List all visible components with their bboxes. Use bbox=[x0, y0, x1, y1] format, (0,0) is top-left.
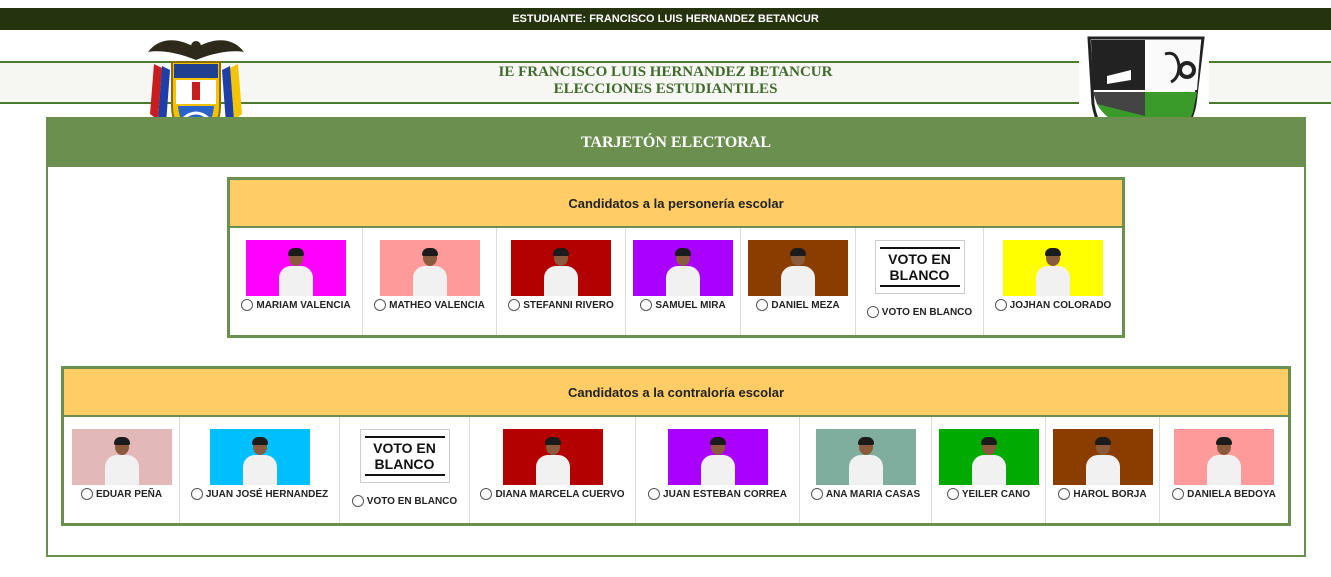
blank-vote-card bbox=[875, 240, 965, 294]
candidate-option[interactable] bbox=[497, 228, 626, 335]
candidate-option[interactable] bbox=[932, 417, 1046, 523]
blank-vote-card bbox=[360, 429, 450, 483]
candidate-photo bbox=[1174, 429, 1274, 485]
candidate-photo bbox=[503, 429, 603, 485]
candidate-radio[interactable] bbox=[640, 299, 652, 311]
contraloria-candidates-row bbox=[64, 417, 1288, 523]
candidate-photo bbox=[633, 240, 733, 296]
candidate-option[interactable] bbox=[800, 417, 932, 523]
candidate-name: SAMUEL MIRA bbox=[655, 299, 726, 311]
candidate-photo bbox=[210, 429, 310, 485]
candidate-radio[interactable] bbox=[81, 488, 93, 500]
person-figure bbox=[279, 246, 313, 296]
candidate-option[interactable] bbox=[1046, 417, 1160, 523]
ballot-title: TARJETÓN ELECTORAL bbox=[48, 119, 1304, 167]
candidate-label[interactable] bbox=[648, 488, 787, 500]
candidate-name: MARIAM VALENCIA bbox=[256, 299, 351, 311]
elections-subtitle: ELECCIONES ESTUDIANTILES bbox=[553, 81, 778, 97]
candidate-option[interactable] bbox=[64, 417, 180, 523]
candidate-name: DANIEL MEZA bbox=[771, 299, 840, 311]
candidate-label[interactable] bbox=[867, 306, 972, 318]
candidate-label[interactable] bbox=[81, 488, 162, 500]
person-figure bbox=[666, 246, 700, 296]
candidate-radio[interactable] bbox=[191, 488, 203, 500]
school-name: IE FRANCISCO LUIS HERNANDEZ BETANCUR bbox=[498, 64, 833, 80]
candidate-radio[interactable] bbox=[1172, 488, 1184, 500]
candidate-radio[interactable] bbox=[947, 488, 959, 500]
blank-vote-text: VOTO EN BLANCO bbox=[888, 251, 951, 283]
candidate-label[interactable] bbox=[756, 299, 839, 311]
person-figure bbox=[701, 435, 735, 485]
contraloria-group bbox=[61, 366, 1291, 526]
candidate-name: STEFANNI RIVERO bbox=[523, 299, 614, 311]
personeria-group bbox=[227, 177, 1125, 338]
candidate-label[interactable] bbox=[1172, 488, 1276, 500]
candidate-radio[interactable] bbox=[1058, 488, 1070, 500]
person-figure bbox=[972, 435, 1006, 485]
candidate-option[interactable] bbox=[626, 228, 741, 335]
student-banner: ESTUDIANTE: FRANCISCO LUIS HERNANDEZ BETANCUR bbox=[0, 8, 1331, 30]
candidate-photo bbox=[748, 240, 848, 296]
candidate-photo bbox=[668, 429, 768, 485]
candidate-name: MATHEO VALENCIA bbox=[389, 299, 485, 311]
candidate-option[interactable] bbox=[230, 228, 363, 335]
candidate-photo bbox=[72, 429, 172, 485]
candidate-label[interactable] bbox=[508, 299, 614, 311]
candidate-radio[interactable] bbox=[241, 299, 253, 311]
candidate-option[interactable] bbox=[741, 228, 856, 335]
candidate-label[interactable] bbox=[241, 299, 350, 311]
candidate-option[interactable] bbox=[363, 228, 497, 335]
candidate-option[interactable] bbox=[856, 228, 984, 335]
candidate-photo bbox=[380, 240, 480, 296]
candidate-radio[interactable] bbox=[867, 306, 879, 318]
person-figure bbox=[243, 435, 277, 485]
candidate-name: JOJHAN COLORADO bbox=[1009, 299, 1112, 311]
person-figure bbox=[1036, 246, 1070, 296]
personeria-group-title: Candidatos a la personería escolar bbox=[230, 180, 1122, 228]
candidate-name: DANIELA BEDOYA bbox=[1187, 488, 1276, 500]
personeria-candidates-row bbox=[230, 228, 1122, 335]
candidate-radio[interactable] bbox=[352, 495, 364, 507]
candidate-label[interactable] bbox=[995, 299, 1112, 311]
candidate-label[interactable] bbox=[191, 488, 328, 500]
candidate-name: VOTO EN BLANCO bbox=[366, 495, 458, 507]
candidate-name: YEILER CANO bbox=[961, 488, 1031, 500]
candidate-photo bbox=[939, 429, 1039, 485]
candidate-label[interactable] bbox=[374, 299, 485, 311]
candidate-radio[interactable] bbox=[811, 488, 823, 500]
person-figure bbox=[1207, 435, 1241, 485]
candidate-name: VOTO EN BLANCO bbox=[881, 306, 973, 318]
candidate-option[interactable] bbox=[180, 417, 340, 523]
person-figure bbox=[544, 246, 578, 296]
candidate-name: EDUAR PEÑA bbox=[95, 488, 163, 500]
contraloria-group-title: Candidatos a la contraloría escolar bbox=[64, 369, 1288, 417]
candidate-photo bbox=[1003, 240, 1103, 296]
candidate-name: HAROL BORJA bbox=[1073, 488, 1147, 500]
candidate-option[interactable] bbox=[470, 417, 636, 523]
person-figure bbox=[105, 435, 139, 485]
candidate-label[interactable] bbox=[811, 488, 920, 500]
person-figure bbox=[1086, 435, 1120, 485]
candidate-radio[interactable] bbox=[995, 299, 1007, 311]
candidate-label[interactable] bbox=[352, 495, 457, 507]
candidate-photo bbox=[1053, 429, 1153, 485]
person-figure bbox=[536, 435, 570, 485]
candidate-label[interactable] bbox=[947, 488, 1030, 500]
candidate-option[interactable] bbox=[984, 228, 1122, 335]
candidate-radio[interactable] bbox=[374, 299, 386, 311]
candidate-photo bbox=[816, 429, 916, 485]
person-figure bbox=[781, 246, 815, 296]
candidate-label[interactable] bbox=[480, 488, 624, 500]
candidate-option[interactable] bbox=[340, 417, 470, 523]
candidate-option[interactable] bbox=[636, 417, 800, 523]
candidate-name: DIANA MARCELA CUERVO bbox=[495, 488, 625, 500]
candidate-radio[interactable] bbox=[648, 488, 660, 500]
candidate-label[interactable] bbox=[1058, 488, 1146, 500]
candidate-photo bbox=[246, 240, 346, 296]
candidate-radio[interactable] bbox=[480, 488, 492, 500]
blank-vote-text: VOTO EN BLANCO bbox=[373, 440, 436, 472]
candidate-name: JUAN ESTEBAN CORREA bbox=[663, 488, 787, 500]
candidate-radio[interactable] bbox=[508, 299, 520, 311]
candidate-radio[interactable] bbox=[756, 299, 768, 311]
candidate-photo bbox=[511, 240, 611, 296]
candidate-name: JUAN JOSÉ HERNANDEZ bbox=[205, 488, 329, 500]
person-figure bbox=[413, 246, 447, 296]
person-figure bbox=[849, 435, 883, 485]
candidate-option[interactable] bbox=[1160, 417, 1288, 523]
candidate-name: ANA MARIA CASAS bbox=[825, 488, 921, 500]
candidate-label[interactable] bbox=[640, 299, 725, 311]
